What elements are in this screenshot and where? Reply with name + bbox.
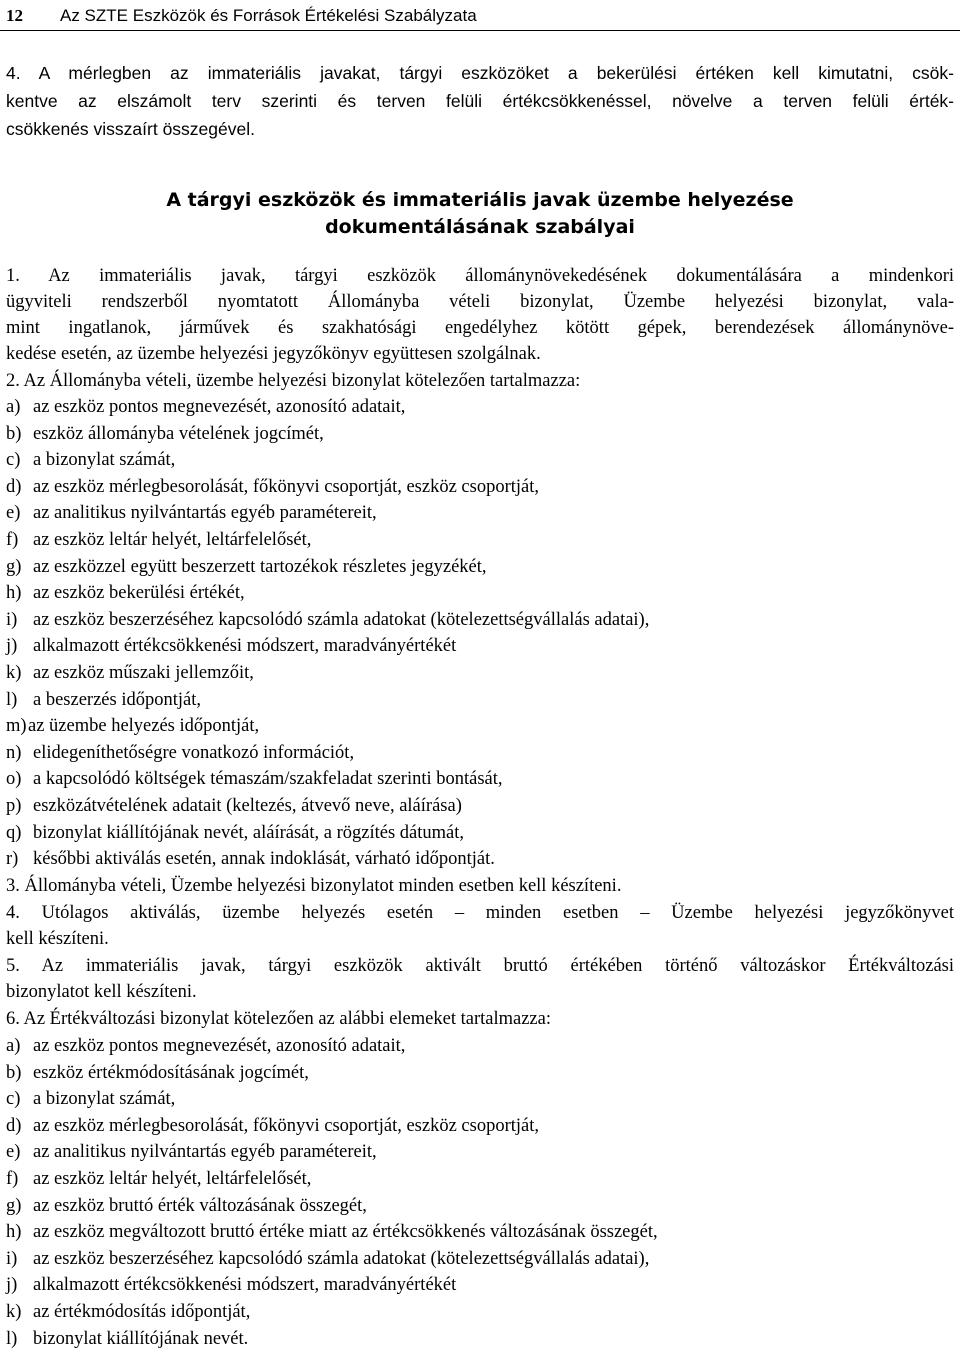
paragraph-3: 3. Állományba vételi, Üzembe helyezési bizonylatot minden esetben kell készíteni. [6,876,622,896]
list-item-label: h) [6,583,22,604]
list-item-label: r) [6,849,19,870]
page-number: 12 [6,6,23,25]
section-heading-line-2: dokumentálásának szabályai [325,216,635,238]
p2-intro: 2. Az Állományba vételi, üzembe helyezési bizonylat kötelezően tartalmazza: [6,371,581,391]
page-header [0,0,960,31]
list-item [6,1246,649,1273]
list-item-text: a bizonylat számát, [33,450,176,471]
list-item [6,740,354,767]
list-item-label: a) [6,1036,21,1056]
list-item-label: b) [6,1062,22,1083]
list-item-text: az analitikus nyilvántartás egyéb paramétereit, [33,1142,377,1163]
list-item [6,500,377,527]
list-item [6,607,649,634]
list-item-text: az eszköz pontos megnevezését, azonosító adatait, [33,397,406,417]
list-item-label: p) [6,796,22,816]
list-item-label: l) [6,689,18,710]
list-item-text: az üzembe helyezés időpontját, [28,716,260,737]
list-item [6,713,259,740]
list-item-text: elidegeníthetőségre vonatkozó információt, [33,742,355,763]
list-item-text: az eszköz megváltozott bruttó értéke miatt az értékcsökkenés változásának összegét, [33,1222,658,1243]
list-item [6,1086,175,1113]
list-item [6,394,405,421]
list-item-text: az eszköz bekerülési értékét, [33,583,245,604]
list-item-label: g) [6,556,22,577]
intro-line: 4. A mérlegben az immateriális javakat, tárgyi eszközöket a bekerülési értéken kell kimutatni, csök- [6,63,954,83]
list-item-label: l) [6,1328,18,1349]
list-item-text: az eszköz leltár helyét, leltárfelelősét, [33,530,312,550]
list-item-text: az analitikus nyilvántartás egyéb paramétereit, [33,503,377,524]
list-item [6,1166,311,1193]
list-item-text: az értékmódosítás időpontját, [33,1302,251,1322]
list-item-text: a beszerzés időpontját, [33,689,201,710]
list-item-label: m) [6,716,27,737]
intro-line: kentve az elszámolt terv szerinti és terven felüli értékcsökkenéssel, növelve a terven felüli érték- [6,91,954,111]
list-item [6,1113,539,1140]
list-item-text: az eszköz leltár helyét, leltárfelelősét, [33,1169,312,1189]
list-item [6,1060,309,1087]
list-item-label: i) [6,609,18,630]
list-item [6,633,456,660]
section-heading-line-1: A tárgyi eszközök és immateriális javak üzembe helyezése [166,189,794,211]
list-item [6,447,175,474]
list-item-text: az eszköz pontos megnevezését, azonosító adatait, [33,1036,406,1056]
list-item-label: j) [6,636,18,657]
list-item-label: d) [6,476,22,497]
list-item-text: az eszköz beszerzéséhez kapcsolódó számla adatokat (kötelezettségvállalás adatai), [33,1248,650,1269]
list-item [6,580,245,607]
list-item-label: a) [6,397,21,417]
list-item-text: alkalmazott értékcsökkenési módszert, maradványértékét [33,1275,457,1296]
list-item-label: e) [6,503,21,524]
document-title: Az SZTE Eszközök és Források Értékelési Szabályzata [60,6,477,25]
p4-line: 4. Utólagos aktiválás, üzembe helyezés esetén – minden esetben – Üzembe helyezési jegyzőkönyvet [6,903,954,923]
p1-line: mint ingatlanok, járművek és szakhatósági engedélyhez kötött gépek, berendezések állománynöve- [6,318,954,338]
list-item-text: bizonylat kiállítójának nevét, aláírását, a rögzítés dátumát, [33,822,464,843]
p5-line: 5. Az immateriális javak, tárgyi eszközök aktivált bruttó értékében történő változáskor Értékváltozási [6,956,954,976]
list-item-label: g) [6,1195,22,1216]
list-item-text: az eszköz mérlegbesorolását, főkönyvi csoportját, eszköz csoportját, [33,476,540,497]
list-item-text: a bizonylat számát, [33,1089,176,1110]
list-item [6,554,487,581]
p6-intro: 6. Az Értékváltozási bizonylat kötelezően az alábbi elemeket tartalmazza: [6,1009,551,1029]
intro-line: csökkenés visszaírt összegével. [6,119,255,139]
list-item-text: az eszköz beszerzéséhez kapcsolódó számla adatokat (kötelezettségvállalás adatai), [33,609,650,630]
list-item [6,421,324,448]
list-item [6,687,201,714]
list-item [6,793,462,820]
list-item-label: k) [6,663,22,683]
list-item-label: f) [6,1169,19,1189]
list-item-label: b) [6,423,22,444]
list-item [6,846,495,873]
list-item [6,820,464,847]
list-item [6,474,539,501]
list-item [6,1219,658,1246]
list-item-text: eszközátvételének adatait (keltezés, átvevő neve, aláírása) [33,796,462,816]
list-item [6,1272,456,1299]
list-item-text: az eszköz mérlegbesorolását, főkönyvi csoportját, eszköz csoportját, [33,1115,540,1136]
p1-line: ügyviteli rendszerből nyomtatott Állományba vételi bizonylat, Üzembe helyezési bizonylat, vala- [6,292,954,312]
list-item-label: c) [6,1089,21,1110]
p1-line: 1. Az immateriális javak, tárgyi eszközök állománynövekedésének dokumentálására a mindenkori [6,266,954,286]
list-item-text: későbbi aktiválás esetén, annak indoklását, várható időpontját. [33,849,495,870]
list-item-label: i) [6,1248,18,1269]
p5-line: bizonylatot kell készíteni. [6,982,197,1002]
list-item-label: n) [6,742,22,763]
list-item [6,1326,248,1352]
list-item-text: bizonylat kiállítójának nevét. [33,1328,249,1349]
list-item-label: o) [6,769,22,790]
list-item-label: q) [6,822,22,843]
list-item-label: c) [6,450,21,471]
list-item-label: f) [6,530,19,550]
list-item-text: az eszközzel együtt beszerzett tartozékok részletes jegyzékét, [33,556,487,577]
list-item [6,1033,405,1060]
list-item [6,527,311,554]
list-item [6,1299,250,1326]
list-item-text: alkalmazott értékcsökkenési módszert, maradványértékét [33,636,457,657]
list-item-text: eszköz értékmódosításának jogcímét, [33,1062,309,1083]
list-item-text: az eszköz bruttó érték változásának összegét, [33,1195,367,1216]
list-item-label: j) [6,1275,18,1296]
list-item-label: d) [6,1115,22,1136]
list-item [6,766,503,793]
list-item [6,1193,367,1220]
list-item-label: k) [6,1302,22,1322]
list-item-text: a kapcsolódó költségek témaszám/szakfeladat szerinti bontását, [33,769,503,790]
list-item-text: eszköz állományba vételének jogcímét, [33,423,324,444]
list-item [6,660,254,687]
list-item-text: az eszköz műszaki jellemzőit, [33,663,254,683]
p4-line: kell készíteni. [6,929,109,949]
list-item [6,1139,377,1166]
p1-line: kedése esetén, az üzembe helyezési jegyzőkönyv együttesen szolgálnak. [6,344,541,364]
list-item-label: e) [6,1142,21,1163]
list-item-label: h) [6,1222,22,1243]
